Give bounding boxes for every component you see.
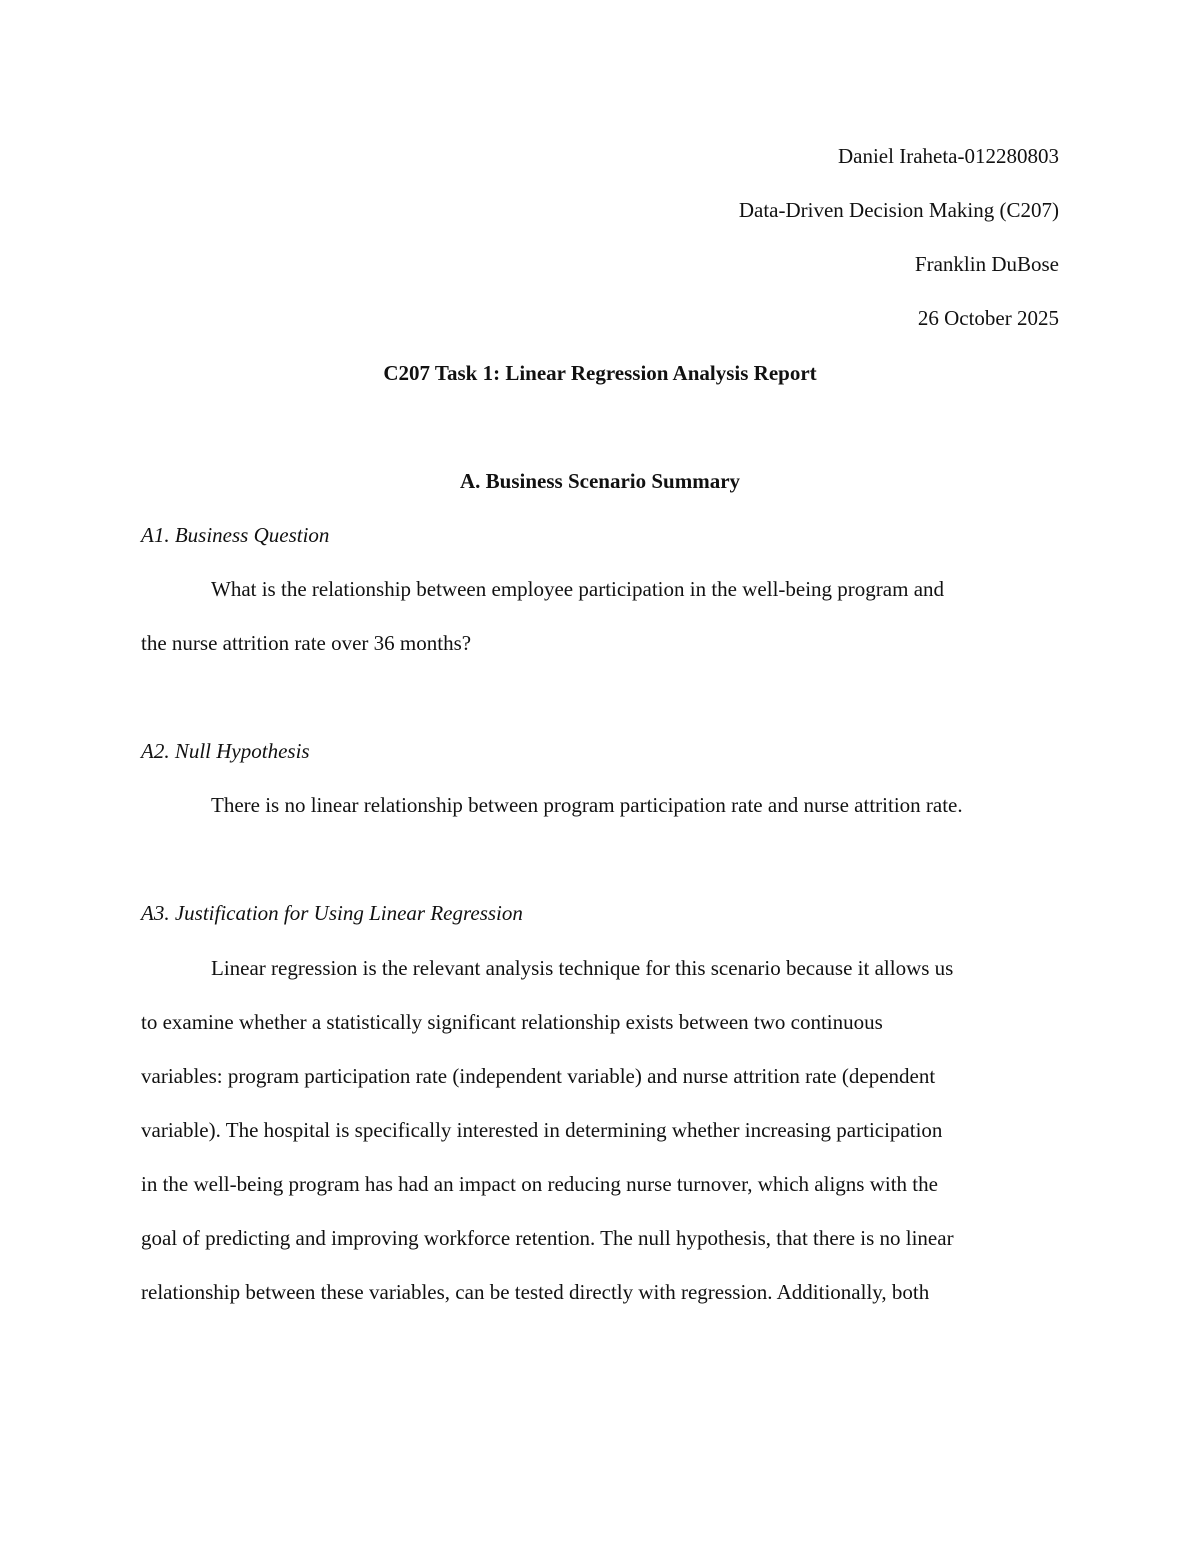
header-date: 26 October 2025 xyxy=(917,306,1059,330)
a1-heading: A1. Business Question xyxy=(141,523,330,547)
a3-line: Linear regression is the relevant analysis technique for this scenario because it allows us xyxy=(211,956,954,980)
report-title: C207 Task 1: Linear Regression Analysis Report xyxy=(383,361,817,385)
a3-line: goal of predicting and improving workforce retention. The null hypothesis, that there is no linear xyxy=(141,1226,954,1250)
header-author: Daniel Iraheta-012280803 xyxy=(837,144,1059,168)
section-a-heading: A. Business Scenario Summary xyxy=(459,469,741,493)
a3-line: variables: program participation rate (independent variable) and nurse attrition rate (dependent xyxy=(141,1064,936,1088)
header-instructor: Franklin DuBose xyxy=(914,252,1059,276)
a3-line: to examine whether a statistically significant relationship exists between two continuous xyxy=(141,1010,883,1034)
a2-heading: A2. Null Hypothesis xyxy=(141,739,310,763)
a3-line: relationship between these variables, can be tested directly with regression. Additionally, both xyxy=(141,1280,930,1304)
a3-heading: A3. Justification for Using Linear Regression xyxy=(141,901,523,925)
a1-line: the nurse attrition rate over 36 months? xyxy=(141,631,472,655)
a2-line: There is no linear relationship between program participation rate and nurse attrition rate. xyxy=(211,793,963,817)
a3-line: variable). The hospital is specifically interested in determining whether increasing participation xyxy=(141,1118,943,1142)
a1-line: What is the relationship between employee participation in the well-being program and xyxy=(211,577,945,601)
a3-line: in the well-being program has had an impact on reducing nurse turnover, which aligns with the xyxy=(141,1172,938,1196)
header-course: Data-Driven Decision Making (C207) xyxy=(738,198,1059,222)
